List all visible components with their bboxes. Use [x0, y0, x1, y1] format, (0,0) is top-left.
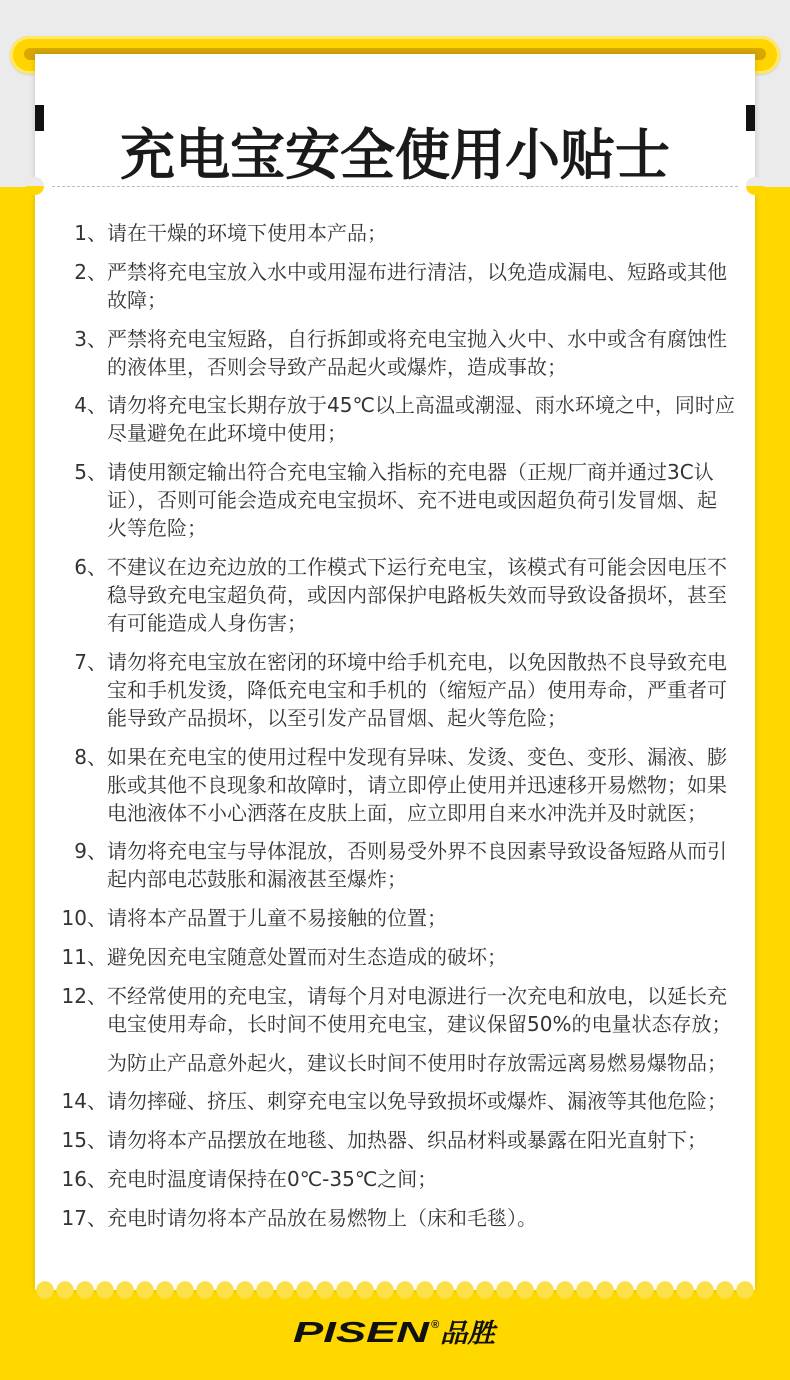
- tip-number: 12、: [61, 983, 107, 1008]
- tip-item-6: [35, 553, 755, 637]
- tip-text-line: 能导致产品损坏，以至引发产品冒烟、起火等危险；: [107, 705, 567, 730]
- tip-item-10: [35, 904, 755, 932]
- tip-number: 2、: [74, 259, 107, 284]
- pisen-logo: [293, 1312, 498, 1352]
- tip-text-line: 严禁将充电宝短路，自行拆卸或将充电宝抛入火中、水中或含有腐蚀性: [107, 326, 727, 351]
- tip-text-line: 请勿将充电宝长期存放于45℃以上高温或潮湿、雨水环境之中，同时应: [107, 393, 735, 418]
- tip-text-line: 请在干燥的环境下使用本产品；: [107, 221, 387, 245]
- tip-text-line: 充电时请勿将本产品放在易燃物上（床和毛毯）。: [107, 1205, 537, 1230]
- tip-text-line: 不建议在边充边放的工作模式下运行充电宝，该模式有可能会因电压不: [107, 554, 727, 579]
- ticket-notch-left: [26, 177, 44, 195]
- tip-text-line: 起内部电芯鼓胀和漏液甚至爆炸；: [107, 867, 407, 892]
- tip-number: 3、: [74, 326, 107, 351]
- tip-text-line: 充电时温度请保持在0℃-35℃之间；: [107, 1166, 438, 1191]
- logo-brand-text: PISEN: [293, 1317, 431, 1349]
- perforation-divider: [52, 186, 738, 187]
- tips-list: [35, 219, 755, 1243]
- tip-text-line: 避免因充电宝随意处置而对生态造成的破坏；: [107, 944, 507, 969]
- tip-number: 11、: [61, 944, 107, 969]
- tip-item-12-note: [35, 1049, 755, 1077]
- tip-text-line: 证），否则可能会造成充电宝损坏、充不进电或因超负荷引发冒烟、起: [107, 488, 717, 513]
- tip-number: 7、: [74, 649, 107, 674]
- tip-text-line: 的液体里，否则会导致产品起火或爆炸，造成事故；: [107, 354, 567, 379]
- tip-item-11: [35, 943, 755, 971]
- tip-text-line: 稳导致充电宝超负荷，或因内部保护电路板失效而导致设备损坏，甚至: [107, 582, 727, 607]
- tip-item-2: [35, 258, 755, 314]
- tip-text-line: 电池液体不小心洒落在皮肤上面，应立即用自来水冲洗并及时就医；: [107, 800, 707, 825]
- tip-item-1: [35, 219, 755, 247]
- ticket-notch-right: [746, 177, 764, 195]
- tip-number: 6、: [74, 554, 107, 579]
- tip-number: 5、: [74, 460, 107, 485]
- page-title: 充电宝安全使用小贴士: [119, 122, 670, 187]
- tip-item-16: [35, 1165, 755, 1193]
- tip-number: 10、: [61, 906, 107, 931]
- tip-number: 9、: [74, 839, 107, 864]
- tip-text-line: 尽量避免在此环境中使用；: [107, 421, 347, 446]
- logo-registered-mark: ®: [431, 1319, 440, 1331]
- tip-item-12: [35, 982, 755, 1038]
- tip-text-line: 请勿将本产品摆放在地毯、加热器、织品材料或暴露在阳光直射下；: [107, 1128, 707, 1153]
- tip-text-line: 请勿摔碰、挤压、刺穿充电宝以免导致损坏或爆炸、漏液等其他危险；: [107, 1089, 727, 1114]
- tip-item-17: [35, 1204, 755, 1232]
- tip-text-line: 为防止产品意外起火，建议长时间不使用时存放需远离易燃易爆物品；: [107, 1050, 727, 1075]
- tip-text-line: 请勿将充电宝与导体混放，否则易受外界不良因素导致设备短路从而引: [107, 839, 727, 864]
- tip-text-line: 故障；: [107, 287, 167, 312]
- tip-item-8: [35, 743, 755, 827]
- tip-text-line: 严禁将充电宝放入水中或用湿布进行清洁，以免造成漏电、短路或其他: [107, 259, 727, 284]
- tip-item-14: [35, 1087, 755, 1115]
- tip-number: 4、: [74, 393, 107, 418]
- tip-text-line: 胀或其他不良现象和故障时，请立即停止使用并迅速移开易燃物；如果: [107, 772, 727, 797]
- tip-text-line: 有可能造成人身伤害；: [107, 610, 307, 635]
- tip-text-line: 电宝使用寿命，长时间不使用充电宝，建议保留50%的电量状态存放；: [107, 1011, 732, 1036]
- tip-item-5: [35, 458, 755, 542]
- logo-chinese-name: 品胜: [440, 1318, 499, 1348]
- tip-number: 17、: [61, 1205, 107, 1230]
- tip-text-line: 火等危险；: [107, 516, 207, 541]
- tip-number: 14、: [61, 1089, 107, 1114]
- tip-number: 1、: [74, 221, 107, 245]
- tip-text-line: 请使用额定输出符合充电宝输入指标的充电器（正规厂商并通过3C认: [107, 460, 714, 485]
- tip-number: 15、: [61, 1128, 107, 1153]
- tip-text-line: 不经常使用的充电宝，请每个月对电源进行一次充电和放电，以延长充: [107, 983, 727, 1008]
- tip-item-9: [35, 837, 755, 893]
- tip-item-7: [35, 648, 755, 732]
- tip-text-line: 宝和手机发烫，降低充电宝和手机的（缩短产品）使用寿命，严重者可: [107, 677, 727, 702]
- tip-number: 16、: [61, 1166, 107, 1191]
- tip-text-line: 请将本产品置于儿童不易接触的位置；: [107, 906, 447, 931]
- tip-text-line: 请勿将充电宝放在密闭的环境中给手机充电，以免因散热不良导致充电: [107, 649, 727, 674]
- tip-item-4: [35, 391, 755, 447]
- tip-text-line: 如果在充电宝的使用过程中发现有异味、发烫、变色、变形、漏液、膨: [107, 744, 727, 769]
- tip-item-3: [35, 325, 755, 381]
- tip-item-15: [35, 1126, 755, 1154]
- scalloped-edge: [35, 1280, 755, 1300]
- tip-number: 8、: [74, 744, 107, 769]
